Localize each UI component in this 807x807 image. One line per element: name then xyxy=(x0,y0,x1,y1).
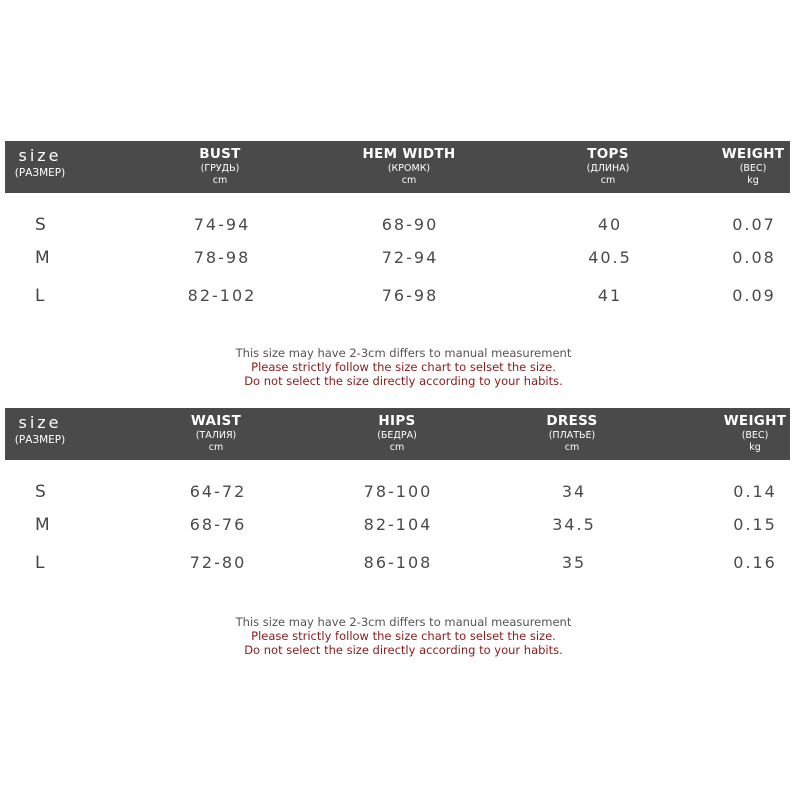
value-dress: 34.5 xyxy=(552,515,596,534)
value-bust: 74-94 xyxy=(193,215,251,234)
note-disclaimer: This size may have 2-3cm differs to manual measurement xyxy=(235,615,572,629)
note-warning-line-2: Do not select the size directly according to your habits. xyxy=(244,374,563,388)
size-chart-table-dress xyxy=(5,408,790,573)
size-column-header xyxy=(5,147,75,180)
column-sub: (ПЛАТЬЕ) xyxy=(548,430,596,441)
size-label: M xyxy=(35,248,50,268)
note-warning-line-2: Do not select the size directly according to your habits. xyxy=(244,643,563,657)
value-weight: 0.15 xyxy=(733,515,777,534)
table-row xyxy=(5,510,790,540)
value-hips: 86-108 xyxy=(363,553,433,572)
table-row xyxy=(5,243,790,273)
column-sub: (БЕДРА) xyxy=(377,430,417,441)
column-sub: (ВЕС) xyxy=(739,163,767,174)
column-header-weight xyxy=(724,413,787,454)
value-dress: 34 xyxy=(561,482,587,501)
table-row xyxy=(5,210,790,240)
table-row xyxy=(5,281,790,311)
value-weight: 0.16 xyxy=(733,553,777,572)
column-sub: (ДЛИНА) xyxy=(586,163,630,174)
size-header-sub: (РАЗМЕР) xyxy=(14,167,66,179)
value-waist: 72-80 xyxy=(189,553,247,572)
column-header-waist xyxy=(191,413,241,454)
column-unit: cm xyxy=(389,442,405,453)
column-sub: (ГРУДЬ) xyxy=(200,163,240,174)
column-header-bust xyxy=(199,146,240,187)
column-unit: cm xyxy=(564,442,580,453)
value-bust: 78-98 xyxy=(193,248,251,267)
note-warning-line-1: Please strictly follow the size chart to selset the size. xyxy=(251,629,556,643)
column-name: WEIGHT xyxy=(723,413,787,429)
column-header-tops xyxy=(587,146,630,187)
value-hem-width: 76-98 xyxy=(381,286,439,305)
value-weight: 0.14 xyxy=(733,482,777,501)
value-tops: 41 xyxy=(597,286,623,305)
size-column-header xyxy=(5,414,75,447)
column-unit: cm xyxy=(600,175,616,186)
column-name: WAIST xyxy=(190,413,242,429)
value-hem-width: 68-90 xyxy=(381,215,439,234)
note-disclaimer: This size may have 2-3cm differs to manual measurement xyxy=(235,346,572,360)
value-waist: 64-72 xyxy=(189,482,247,501)
measurement-note xyxy=(0,346,807,388)
value-weight: 0.08 xyxy=(732,248,776,267)
table-row xyxy=(5,548,790,578)
value-bust: 82-102 xyxy=(187,286,257,305)
size-label: L xyxy=(35,553,45,573)
value-hem-width: 72-94 xyxy=(381,248,439,267)
column-name: HIPS xyxy=(378,413,416,429)
size-label: M xyxy=(35,515,50,535)
column-name: HEM WIDTH xyxy=(362,146,456,162)
measurement-note xyxy=(0,615,807,657)
table-row xyxy=(5,477,790,507)
column-sub: (ТАЛИЯ) xyxy=(195,430,237,441)
column-name: WEIGHT xyxy=(721,146,785,162)
table-header xyxy=(5,408,790,460)
column-unit: cm xyxy=(208,442,224,453)
column-header-dress xyxy=(546,413,597,454)
value-hips: 78-100 xyxy=(363,482,433,501)
column-sub: (КРОМК) xyxy=(387,163,431,174)
size-header-label: size xyxy=(18,146,62,165)
value-dress: 35 xyxy=(561,553,587,572)
column-unit: cm xyxy=(401,175,417,186)
column-unit: kg xyxy=(747,175,759,186)
column-sub: (ВЕС) xyxy=(741,430,769,441)
size-label: S xyxy=(35,215,46,235)
column-unit: cm xyxy=(212,175,228,186)
column-header-hips xyxy=(377,413,417,454)
value-tops: 40.5 xyxy=(588,248,632,267)
size-header-label: size xyxy=(18,413,62,432)
column-unit: kg xyxy=(749,442,761,453)
column-header-hem-width xyxy=(363,146,456,187)
value-weight: 0.09 xyxy=(732,286,776,305)
size-header-sub: (РАЗМЕР) xyxy=(14,434,66,446)
value-weight: 0.07 xyxy=(732,215,776,234)
size-label: S xyxy=(35,482,46,502)
value-waist: 68-76 xyxy=(189,515,247,534)
value-hips: 82-104 xyxy=(363,515,433,534)
column-name: TOPS xyxy=(587,146,629,162)
table-header xyxy=(5,141,790,193)
value-tops: 40 xyxy=(597,215,623,234)
column-name: DRESS xyxy=(546,413,598,429)
column-name: BUST xyxy=(199,146,241,162)
size-chart-table-tops xyxy=(5,141,790,306)
size-label: L xyxy=(35,286,45,306)
note-warning-line-1: Please strictly follow the size chart to selset the size. xyxy=(251,360,556,374)
column-header-weight xyxy=(722,146,785,187)
